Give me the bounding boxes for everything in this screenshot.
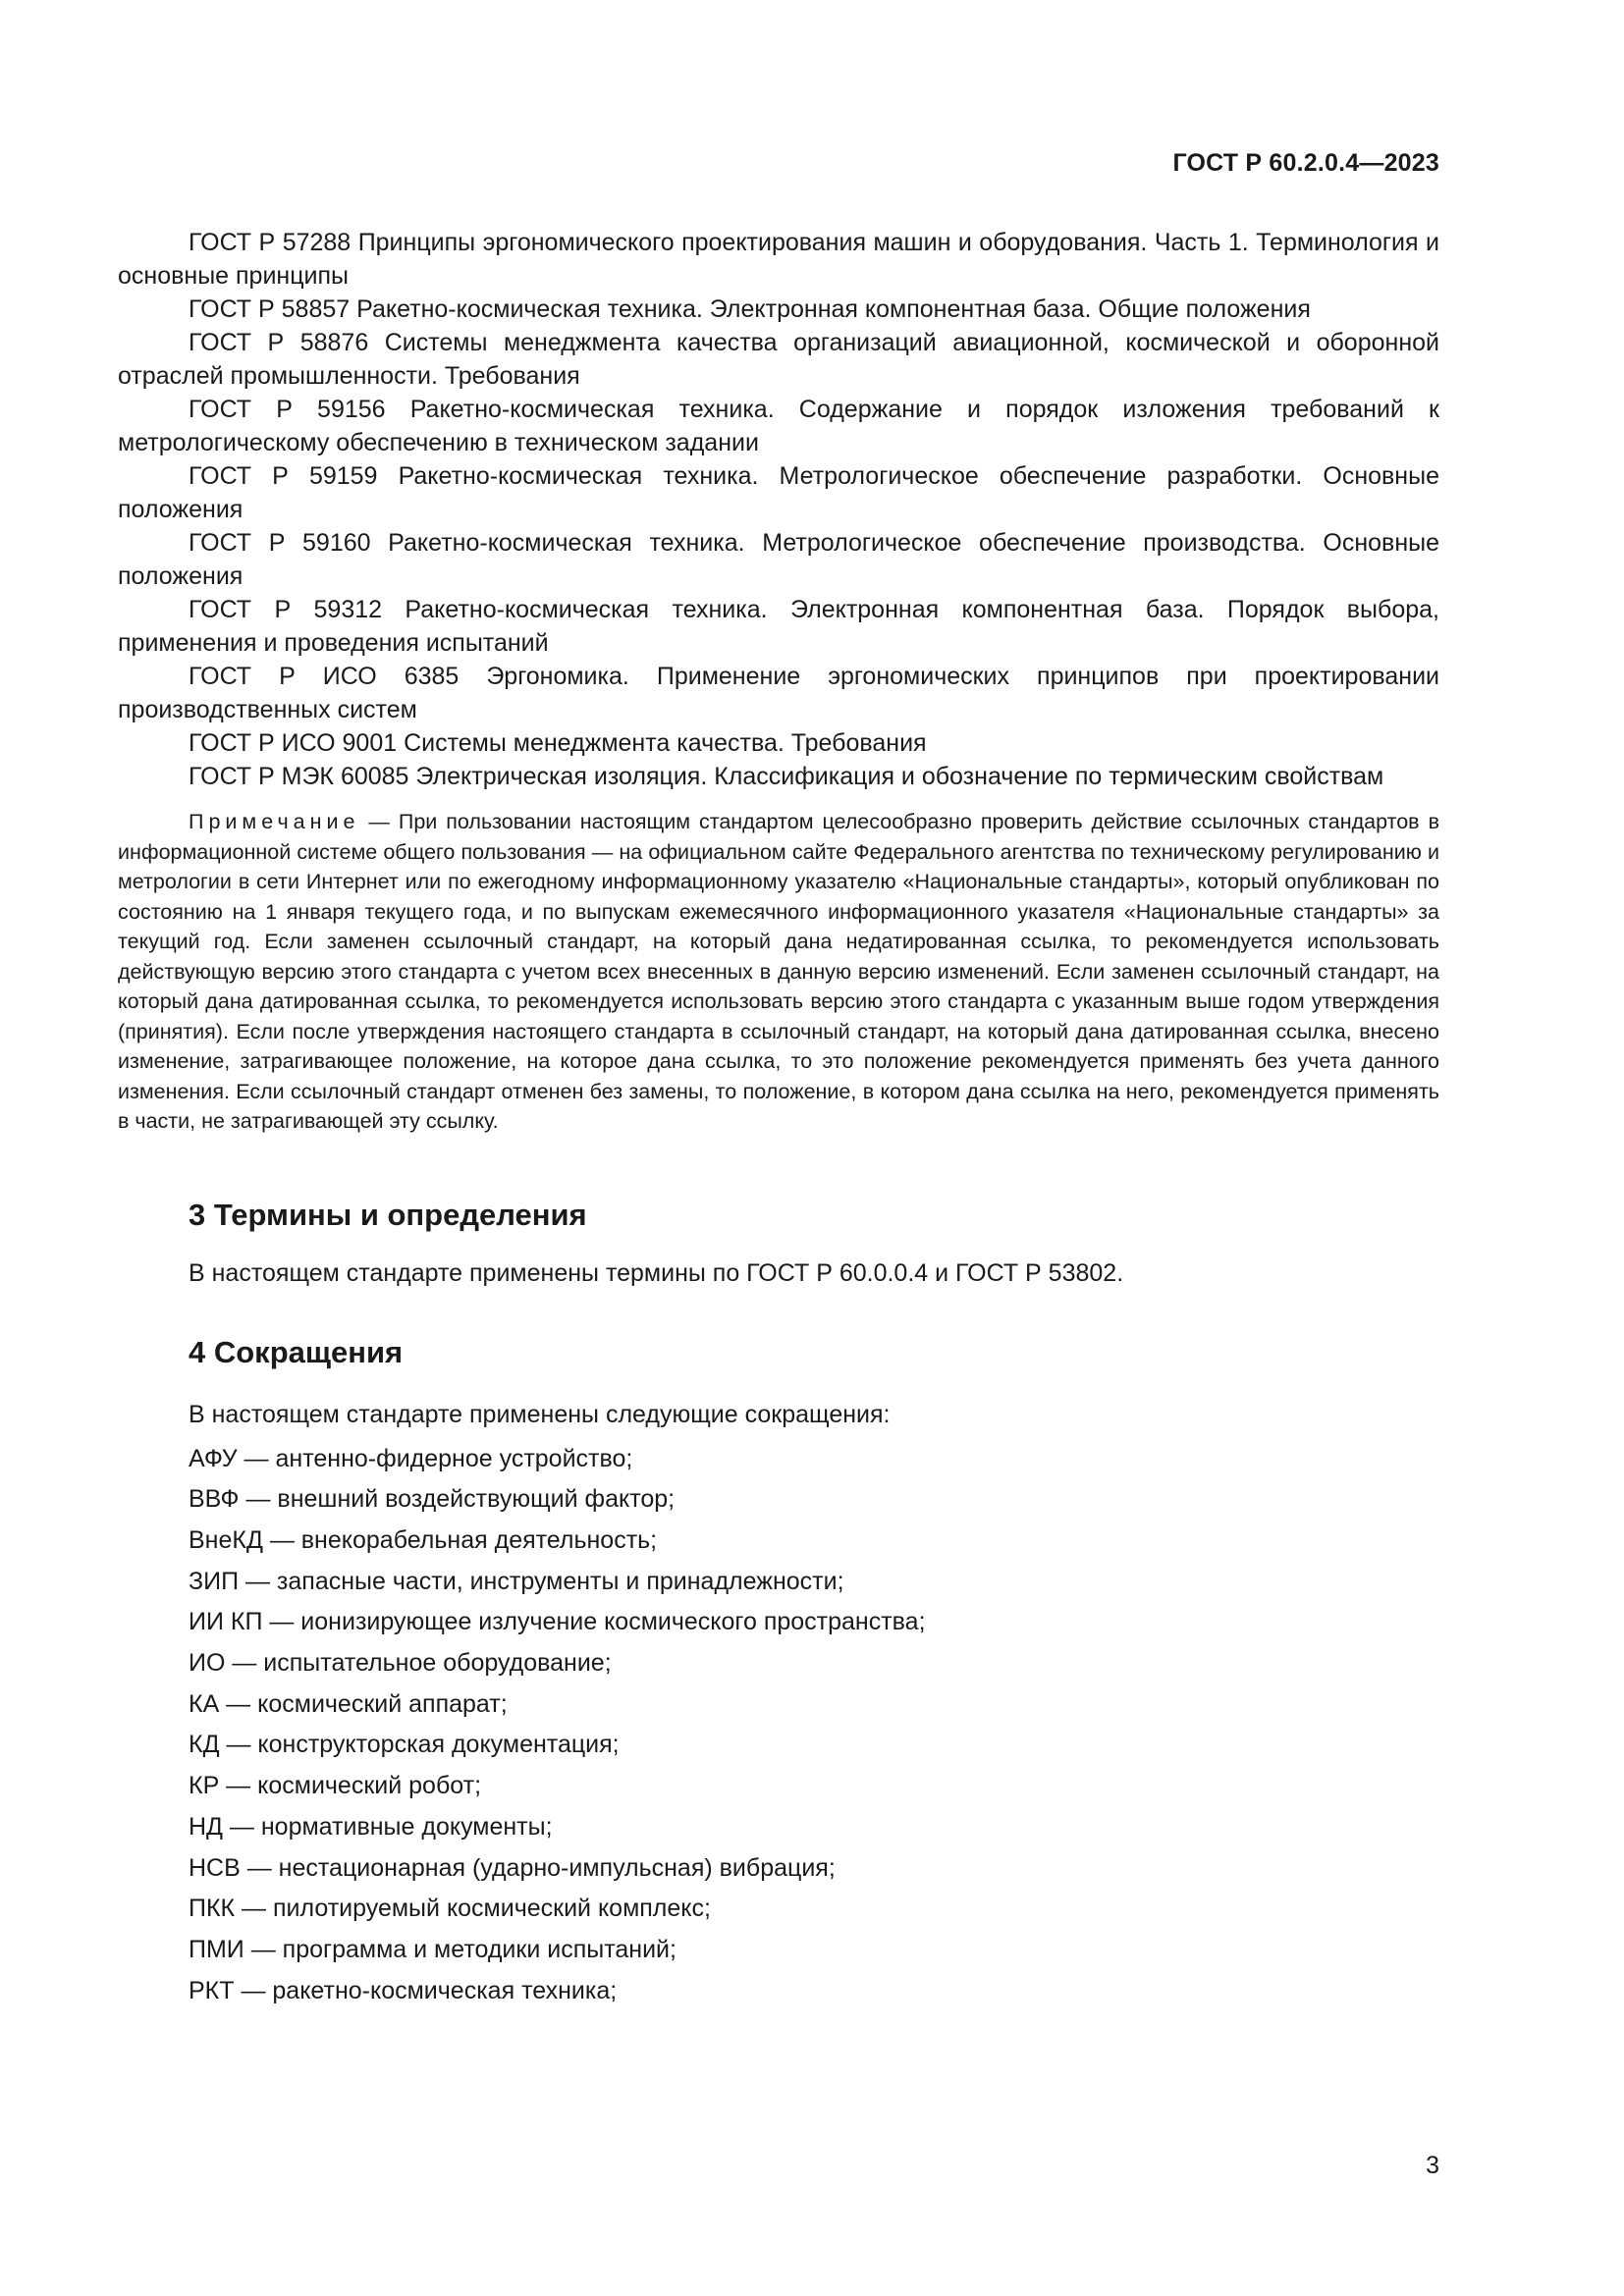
- note-paragraph: [118, 807, 1439, 1137]
- page-number: 3: [1426, 2152, 1439, 2179]
- reference-item: ГОСТ Р 59160 Ракетно-космическая техника. Метрологическое обеспечение производства. Основные положения: [118, 529, 1439, 590]
- abbreviation-item: ВВФ — внешний воздействующий фактор;: [189, 1485, 676, 1514]
- page-content: [118, 226, 1439, 2011]
- section-4-intro: В настоящем стандарте применены следующие сокращения:: [189, 1400, 891, 1428]
- abbreviation-item: РКТ — ракетно-космическая техника;: [189, 1976, 618, 2004]
- abbreviation-item: НД — нормативные документы;: [189, 1812, 553, 1841]
- reference-item: ГОСТ Р 58857 Ракетно-космическая техника. Электронная компонентная база. Общие положения: [189, 295, 1311, 323]
- note-text: — При пользовании настоящим стандартом целесообразно проверить действие ссылочных стандартов в информационной системе общего пользования — на официальном сайте Федерального агентства по техническому регулированию и метрологии в сети Интернет или по ежегодному информационному указателю «Национальные стандарты», который опубликован по состоянию на 1 января текущего года, и по выпускам ежемесячного информационного указателя «Национальные стандарты» за текущий год. Если заменен ссылочный стандарт, на который дана недатированная ссылка, то рекомендуется использовать действующую версию этого стандарта с учетом всех внесенных в данную версию изменений. Если заменен ссылочный стандарт, на который дана датированная ссылка, то рекомендуется использовать версию этого стандарта с указанным выше годом утверждения (принятия). Если после утверждения настоящего стандарта в ссылочный стандарт, на который дана датированная ссылка, внесено изменение, затрагивающее положение, на которое дана ссылка, то это положение рекомендуется применять без учета данного изменения. Если ссылочный стандарт отменен без замены, то положение, в котором дана ссылка на него, рекомендуется применять в части, не затрагивающей эту ссылку.: [118, 810, 1439, 1133]
- abbreviation-item: НСВ — нестационарная (ударно-импульсная) вибрация;: [189, 1853, 836, 1882]
- section-3-title: 3 Термины и определения: [189, 1197, 587, 1232]
- reference-list: [118, 226, 1439, 793]
- reference-item: ГОСТ Р 59156 Ракетно-космическая техника. Содержание и порядок изложения требований к метрологическому обеспечению в техническом задании: [118, 396, 1439, 456]
- abbreviation-item: ЗИП — запасные части, инструменты и принадлежности;: [189, 1567, 844, 1595]
- reference-item: ГОСТ Р ИСО 6385 Эргономика. Применение эргономических принципов при проектировании производственных систем: [118, 663, 1439, 723]
- abbreviation-item: КР — космический робот;: [189, 1772, 482, 1800]
- abbreviation-item: ИИ КП — ионизирующее излучение космического пространства;: [189, 1608, 926, 1636]
- abbreviation-item: ПКК — пилотируемый космический комплекс;: [189, 1895, 711, 1923]
- abbreviation-item: КА — космический аппарат;: [189, 1689, 508, 1718]
- abbreviation-item: ИО — испытательное оборудование;: [189, 1649, 612, 1678]
- abbreviation-item: КД — конструкторская документация;: [189, 1731, 620, 1759]
- reference-item: ГОСТ Р 57288 Принципы эргономического проектирования машин и оборудования. Часть 1. Терминология и основные принципы: [118, 229, 1439, 290]
- section-4-title: 4 Сокращения: [189, 1334, 404, 1369]
- reference-item: ГОСТ Р МЭК 60085 Электрическая изоляция. Классификация и обозначение по термическим свойствам: [189, 763, 1384, 790]
- section-3-text: В настоящем стандарте применены термины по ГОСТ Р 60.0.0.4 и ГОСТ Р 53802.: [189, 1258, 1124, 1287]
- abbreviation-item: ПМИ — программа и методики испытаний;: [189, 1935, 677, 1963]
- reference-item: ГОСТ Р ИСО 9001 Системы менеджмента качества. Требования: [189, 729, 927, 757]
- note-label: Примечание: [189, 810, 360, 833]
- abbreviation-item: АФУ — антенно-фидерное устройство;: [189, 1444, 633, 1472]
- reference-item: ГОСТ Р 59159 Ракетно-космическая техника. Метрологическое обеспечение разработки. Основные положения: [118, 462, 1439, 523]
- reference-item: ГОСТ Р 59312 Ракетно-космическая техника. Электронная компонентная база. Порядок выбора, применения и проведения испытаний: [118, 596, 1439, 657]
- reference-item: ГОСТ Р 58876 Системы менеджмента качества организаций авиационной, космической и оборонной отраслей промышленности. Требования: [118, 329, 1439, 390]
- abbreviation-list: [189, 1439, 1439, 2012]
- document-code: ГОСТ Р 60.2.0.4—2023: [1172, 149, 1439, 177]
- abbreviation-item: ВнеКД — внекорабельная деятельность;: [189, 1525, 658, 1554]
